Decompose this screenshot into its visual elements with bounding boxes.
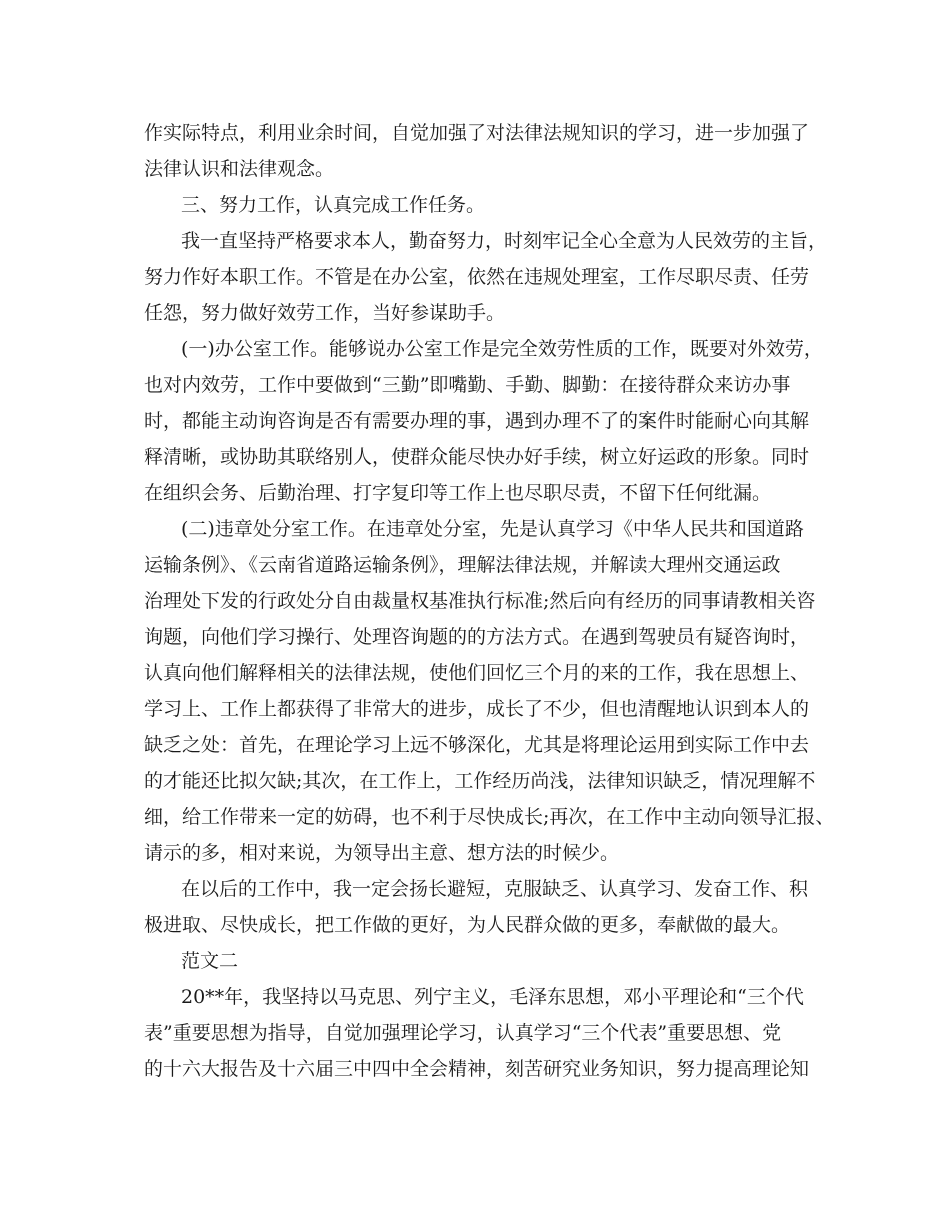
text-line: 请示的多，相对来说，为领导出主意、想方法的时候少。 (144, 842, 620, 864)
text-line: 我一直坚持严格要求本人，勤奋努力，时刻牢记全心全意为人民效劳的主旨， (181, 230, 828, 252)
text-line: 20**年，我坚持以马克思、列宁主义，毛泽东思想，邓小平理论和“三个代 (181, 986, 804, 1008)
text-line: 任怨，努力做好效劳工作，当好参谋助手。 (144, 302, 506, 324)
text-line: 的才能还比拟欠缺;其次，在工作上，工作经历尚浅，法律知识缺乏，情况理解不 (144, 770, 816, 792)
text-line: (二)违章处分室工作。在违章处分室，先是认真学习《中华人民共和国道路 (181, 518, 804, 540)
section-heading: 范文二 (181, 950, 239, 972)
text-line: 运输条例》、《云南省道路运输条例》，理解法律法规，并解读大理州交通运政 (144, 554, 781, 576)
text-line: 也对内效劳，工作中要做到“三勤”即嘴勤、手勤、脚勤：在接待群众来访办事 (144, 374, 791, 396)
text-line: 细，给工作带来一定的妨碍，也不利于尽快成长;再次，在工作中主动向领导汇报、 (144, 806, 835, 828)
text-line: 时，都能主动询咨询是否有需要办理的事，遇到办理不了的案件时能耐心向其解 (144, 410, 810, 432)
text-line: 释清晰，或协助其联络别人，使群众能尽快办好手续，树立好运政的形象。同时 (144, 446, 810, 468)
text-line: 极进取、尽快成长，把工作做的更好，为人民群众做的更多，奉献做的最大。 (144, 914, 791, 936)
text-line: 表”重要思想为指导，自觉加强理论学习，认真学习“三个代表”重要思想、党 (144, 1022, 782, 1044)
text-line: 询题，向他们学习操行、处理咨询题的的方法方式。在遇到驾驶员有疑咨询时， (144, 626, 810, 648)
text-line: 认真向他们解释相关的法律法规，使他们回忆三个月的来的工作，我在思想上、 (144, 662, 810, 684)
text-line: (一)办公室工作。能够说办公室工作是完全效劳性质的工作，既要对外效劳， (181, 338, 823, 360)
text-line: 学习上、工作上都获得了非常大的进步，成长了不少，但也清醒地认识到本人的 (144, 698, 810, 720)
text-line: 治理处下发的行政处分自由裁量权基准执行标准;然后向有经历的同事请教相关咨 (144, 590, 816, 612)
text-line: 作实际特点，利用业余时间，自觉加强了对法律法规知识的学习，进一步加强了 (144, 122, 810, 144)
text-line: 法律认识和法律观念。 (144, 158, 335, 180)
text-line: 缺乏之处：首先，在理论学习上远不够深化，尤其是将理论运用到实际工作中去 (144, 734, 810, 756)
text-line: 在组织会务、后勤治理、打字复印等工作上也尽职尽责，不留下任何纰漏。 (144, 482, 772, 504)
section-heading: 三、努力工作，认真完成工作任务。 (181, 194, 486, 216)
text-line: 在以后的工作中，我一定会扬长避短，克服缺乏、认真学习、发奋工作、积 (181, 878, 809, 900)
text-line: 的十六大报告及十六届三中四中全会精神，刻苦研究业务知识，努力提高理论知 (144, 1058, 810, 1080)
text-line: 努力作好本职工作。不管是在办公室，依然在违规处理室，工作尽职尽责、任劳 (144, 266, 810, 288)
